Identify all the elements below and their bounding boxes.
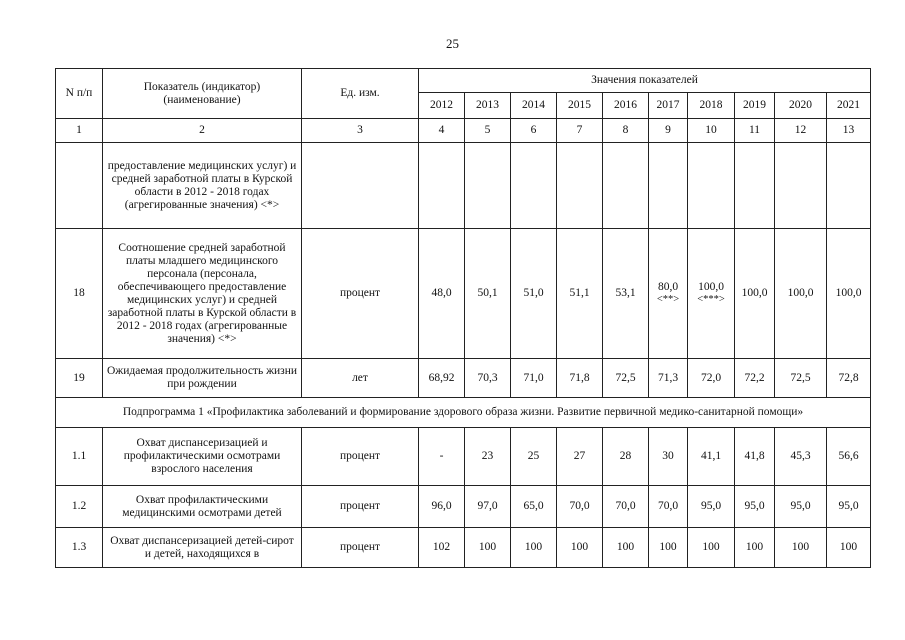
value-cell [688, 143, 735, 229]
value-cell: 50,1 [465, 229, 511, 359]
column-number: 8 [603, 119, 649, 143]
value-cell: 41,1 [688, 428, 735, 486]
value-cell [603, 143, 649, 229]
value-cell-2017 [649, 229, 688, 359]
row-num: 19 [56, 359, 103, 398]
table-row-continuation [56, 143, 871, 229]
row-num [56, 143, 103, 229]
value-cell: 25 [511, 428, 557, 486]
value-cell [735, 143, 775, 229]
row-unit: процент [302, 229, 419, 359]
header-indicator: Показатель (индикатор) (наименование) [103, 69, 302, 119]
value-cell: 48,0 [419, 229, 465, 359]
value-cell: 100 [511, 528, 557, 568]
column-number-row [56, 119, 871, 143]
value-cell: 51,0 [511, 229, 557, 359]
value-cell: 45,3 [775, 428, 827, 486]
column-number: 2 [103, 119, 302, 143]
value-cell: 100 [557, 528, 603, 568]
column-number: 9 [649, 119, 688, 143]
table-row-1-1 [56, 428, 871, 486]
row-unit [302, 143, 419, 229]
year-header: 2016 [603, 93, 649, 119]
value-cell: 100 [603, 528, 649, 568]
value-cell: 95,0 [827, 486, 871, 528]
value-cell: 100 [735, 528, 775, 568]
year-header: 2014 [511, 93, 557, 119]
value-cell: 95,0 [688, 486, 735, 528]
header-values: Значения показателей [419, 69, 871, 93]
row-indicator: Охват профилактическими медицинскими осмотрами детей [103, 486, 302, 528]
value-cell: 100 [827, 528, 871, 568]
row-unit: процент [302, 428, 419, 486]
value-cell: 72,5 [775, 359, 827, 398]
year-header: 2018 [688, 93, 735, 119]
value-cell: 70,0 [557, 486, 603, 528]
value-cell: 28 [603, 428, 649, 486]
value-cell: 70,0 [649, 486, 688, 528]
row-num: 1.1 [56, 428, 103, 486]
subprogram-title: Подпрограмма 1 «Профилактика заболеваний и формирование здорового образа жизни. Развитие первичной медико-санитарной помощи» [56, 398, 871, 428]
value-cell: 71,3 [649, 359, 688, 398]
value-cell [511, 143, 557, 229]
value-cell: 102 [419, 528, 465, 568]
table-row-1-2 [56, 486, 871, 528]
row-unit: процент [302, 528, 419, 568]
value-cell: 23 [465, 428, 511, 486]
footnote-mark: <***> [697, 294, 725, 305]
subprogram-row [56, 398, 871, 428]
year-header: 2017 [649, 93, 688, 119]
value-cell: 100 [775, 528, 827, 568]
year-header: 2013 [465, 93, 511, 119]
value-cell: 41,8 [735, 428, 775, 486]
row-unit: лет [302, 359, 419, 398]
value-cell: 95,0 [775, 486, 827, 528]
value-cell: 100 [649, 528, 688, 568]
value-cell: 72,2 [735, 359, 775, 398]
value-cell: 51,1 [557, 229, 603, 359]
row-num: 1.3 [56, 528, 103, 568]
year-header: 2020 [775, 93, 827, 119]
row-num: 18 [56, 229, 103, 359]
value-text: 100,0 [698, 281, 724, 293]
year-header: 2019 [735, 93, 775, 119]
column-number: 4 [419, 119, 465, 143]
value-cell [557, 143, 603, 229]
row-indicator: Охват диспансеризацией детей-сирот и детей, находящихся в [103, 528, 302, 568]
column-number: 3 [302, 119, 419, 143]
row-num: 1.2 [56, 486, 103, 528]
column-number: 12 [775, 119, 827, 143]
page-number: 25 [446, 36, 459, 51]
value-cell: 97,0 [465, 486, 511, 528]
value-cell [465, 143, 511, 229]
value-cell: 100,0 [827, 229, 871, 359]
header-row-1 [56, 69, 871, 93]
value-cell: 56,6 [827, 428, 871, 486]
value-cell: 96,0 [419, 486, 465, 528]
row-unit: процент [302, 486, 419, 528]
column-number: 13 [827, 119, 871, 143]
column-number: 7 [557, 119, 603, 143]
value-cell [827, 143, 871, 229]
value-cell: 71,8 [557, 359, 603, 398]
row-indicator: предоставление медицинских услуг) и средней заработной платы в Курской области в 2012 - 2018 годах (агрегированные значения) <*> [103, 143, 302, 229]
value-cell: 72,5 [603, 359, 649, 398]
footnote-mark: <**> [656, 294, 680, 305]
indicators-table [55, 68, 871, 568]
column-number: 11 [735, 119, 775, 143]
value-cell [649, 143, 688, 229]
value-cell: 68,92 [419, 359, 465, 398]
year-header: 2021 [827, 93, 871, 119]
value-cell [775, 143, 827, 229]
year-header: 2012 [419, 93, 465, 119]
value-cell: 100,0 [735, 229, 775, 359]
value-cell: 30 [649, 428, 688, 486]
value-cell: 53,1 [603, 229, 649, 359]
value-cell: 100 [465, 528, 511, 568]
year-header: 2015 [557, 93, 603, 119]
row-indicator: Охват диспансеризацией и профилактическими осмотрами взрослого населения [103, 428, 302, 486]
value-cell: 70,0 [603, 486, 649, 528]
value-cell: 72,0 [688, 359, 735, 398]
header-unit: Ед. изм. [302, 69, 419, 119]
value-cell: 65,0 [511, 486, 557, 528]
value-cell: 95,0 [735, 486, 775, 528]
column-number: 5 [465, 119, 511, 143]
value-cell [419, 143, 465, 229]
table-row-1-3 [56, 528, 871, 568]
value-cell: 100 [688, 528, 735, 568]
value-cell-2018 [688, 229, 735, 359]
column-number: 10 [688, 119, 735, 143]
value-cell: 100,0 [775, 229, 827, 359]
value-cell: 27 [557, 428, 603, 486]
value-cell: 71,0 [511, 359, 557, 398]
value-cell: 72,8 [827, 359, 871, 398]
row-indicator: Соотношение средней заработной платы младшего медицинского персонала (персонала, обеспечивающего предоставление медицинских услуг) и средней заработной платы в Курской области в 2012 - 2018 годах (агрегированные значения) <*> [103, 229, 302, 359]
value-cell: 70,3 [465, 359, 511, 398]
table-row-18 [56, 229, 871, 359]
value-cell: - [419, 428, 465, 486]
row-indicator: Ожидаемая продолжительность жизни при рождении [103, 359, 302, 398]
header-num: N п/п [56, 69, 103, 119]
column-number: 1 [56, 119, 103, 143]
column-number: 6 [511, 119, 557, 143]
value-text: 80,0 [657, 281, 679, 293]
table-row-19 [56, 359, 871, 398]
